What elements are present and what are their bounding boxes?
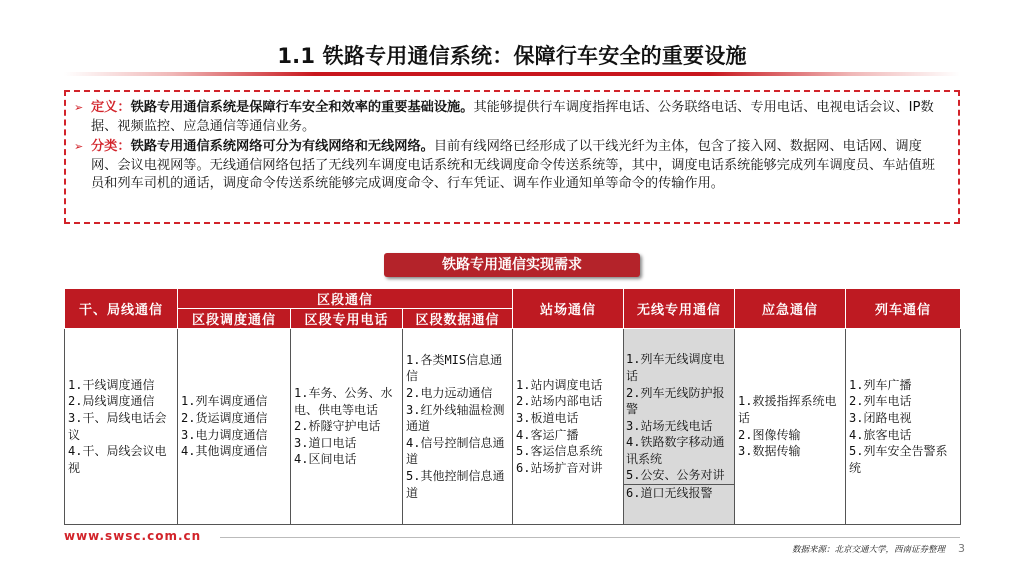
list-item: 4.信号控制信息通道 — [406, 435, 505, 467]
list-item: 2.电力远动通信 — [406, 386, 493, 401]
list-item: 6.站场扩音对讲 — [516, 460, 603, 475]
cell-section-dispatch — [178, 329, 291, 525]
classification-text: 目前有线网络已经形成了以干线光纤为主体，包含了接入网、数据网、电话网、调度网、会议电视网等。无线通信网络包括了无线列车调度电话系统和无线调度命令传送系统等，其中，调度电话系统能够完成列车调度员、车站值班员和列车司机的通话，调度命令传送系统能够完成调度命令、行车凭证、调车作业通知单等命令的传输作用。 — [91, 139, 935, 191]
title-divider — [64, 72, 960, 76]
classification-bold-text: 铁路专用通信系统网络可分为有线网络和无线网络。 — [130, 139, 434, 154]
definition-paragraph — [74, 99, 948, 136]
footer-divider — [220, 537, 960, 538]
list-item: 3.电力调度通信 — [181, 427, 268, 442]
list-item: 1.列车无线调度电话 — [626, 352, 725, 383]
list-item: 1.救援指挥系统电话 — [738, 394, 837, 425]
list-item: 2.图像传输 — [738, 427, 801, 442]
list-item: 4.旅客电话 — [849, 427, 912, 442]
header-section: 区段通信 — [178, 289, 513, 309]
list-item: 2.桥隧守护电话 — [294, 419, 381, 434]
list-item: 1.车务、公务、水电、供电等电话 — [294, 386, 393, 417]
list-item: 1.列车调度通信 — [181, 394, 268, 409]
list-item: 2.列车无线防护报警 — [626, 385, 725, 417]
list-item: 3.闭路电视 — [849, 410, 912, 425]
definition-bold-text: 铁路专用通信系统是保障行车安全和效率的重要基础设施。 — [130, 100, 474, 115]
list-item: 3.站场无线电话 — [626, 418, 713, 433]
list-item: 2.局线调度通信 — [68, 394, 155, 409]
cell-train — [846, 329, 961, 525]
arrow-bullet-icon: ➢ — [74, 140, 84, 153]
list-item: 4.铁路数字移动通讯系统 — [626, 435, 725, 466]
list-item: 2.站场内部电话 — [516, 394, 603, 409]
cell-section-dedicated — [291, 329, 403, 525]
definition-label: 定义： — [91, 100, 131, 115]
header-trunk: 干、局线通信 — [65, 289, 178, 329]
cell-station — [513, 329, 624, 525]
cell-wireless — [624, 329, 735, 525]
list-item: 3.干、局线电话会议 — [68, 410, 167, 442]
list-item: 1.干线调度通信 — [68, 377, 155, 392]
list-item: 1.站内调度电话 — [516, 377, 603, 392]
header-section-dispatch: 区段调度通信 — [178, 309, 291, 329]
header-train: 列车通信 — [846, 289, 961, 329]
list-item: 2.货运调度通信 — [181, 410, 268, 425]
header-wireless: 无线专用通信 — [624, 289, 735, 329]
list-item: 4.区间电话 — [294, 452, 357, 467]
cell-section-data — [403, 329, 513, 525]
list-item: 5.公安、公务对讲 — [626, 468, 725, 483]
list-item: 2.列车电话 — [849, 394, 912, 409]
cell-emergency — [735, 329, 846, 525]
page-number: 3 — [958, 542, 965, 555]
list-item: 5.其他控制信息通道 — [406, 468, 505, 500]
list-item: 3.板道电话 — [516, 410, 579, 425]
classification-label: 分类： — [91, 139, 131, 154]
list-item: 4.干、局线会议电视 — [68, 444, 167, 475]
list-item: 4.客运广播 — [516, 427, 579, 442]
list-item: 5.列车安全告警系统 — [849, 444, 948, 475]
header-station: 站场通信 — [513, 289, 624, 329]
list-item: 5.客运信息系统 — [516, 444, 603, 459]
classification-paragraph — [74, 138, 948, 194]
list-item: 1.列车广播 — [849, 377, 912, 392]
list-item: 3.红外线轴温检测通道 — [406, 402, 505, 434]
requirements-table — [64, 288, 961, 525]
page-title: 1.1 铁路专用通信系统：保障行车安全的重要设施 — [277, 44, 747, 68]
list-item: 4.其他调度通信 — [181, 444, 268, 459]
header-section-dedicated: 区段专用电话 — [291, 309, 403, 329]
footer-website-link[interactable]: www.swsc.com.cn — [64, 529, 202, 543]
list-item: 1.各类MIS信息通信 — [406, 352, 503, 384]
definition-box — [64, 90, 960, 224]
list-item: 3.道口电话 — [294, 435, 357, 450]
cell-trunk — [65, 329, 178, 525]
section-banner: 铁路专用通信实现需求 — [384, 253, 640, 277]
header-section-data: 区段数据通信 — [403, 309, 513, 329]
data-source-note: 数据来源：北京交通大学，西南证券整理 — [791, 545, 945, 555]
list-item: 6.道口无线报警 — [624, 484, 734, 502]
header-emergency: 应急通信 — [735, 289, 846, 329]
arrow-bullet-icon: ➢ — [74, 101, 84, 114]
definition-text: 其能够提供行车调度指挥电话、公务联络电话、专用电话、电视电话会议、IP数据、视频监控、应急通信等通信业务。 — [91, 100, 934, 134]
list-item: 3.数据传输 — [738, 444, 801, 459]
